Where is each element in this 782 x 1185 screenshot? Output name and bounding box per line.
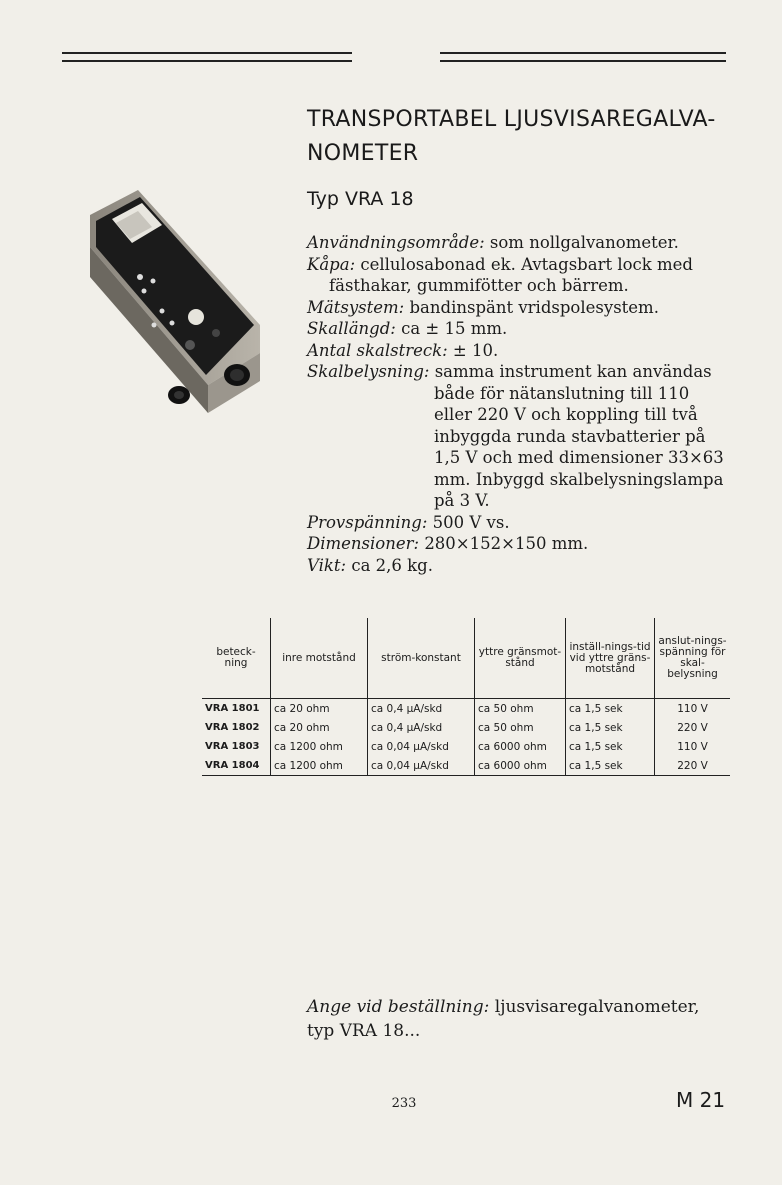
- spec-value: cellulosabonad ek. Avtagsbart lock med fästhakar, gummifötter och bärrem.: [329, 254, 693, 295]
- spec-vikt: [307, 555, 729, 577]
- order-label: Ange vid beställning:: [307, 997, 490, 1017]
- galvanometer-illustration: [78, 185, 268, 415]
- col-header-beteckning: beteck-ning: [202, 618, 271, 699]
- cell-yttre-gransmotstand: ca 6000 ohm: [475, 737, 566, 756]
- cell-yttre-gransmotstand: ca 50 ohm: [475, 699, 566, 719]
- spec-label: Användningsområde:: [307, 233, 485, 252]
- cell-installningstid: ca 1,5 sek: [566, 699, 655, 719]
- cell-beteckning: VRA 1802: [205, 722, 260, 733]
- spec-matsystem: [307, 297, 729, 319]
- spec-value: samma instrument kan användas både för nätanslutning till 110 eller 220 V och koppling till två inbyggda runda stavbatterier på 1,5 V och med dimensioner 33×63 mm. Inbyggd skalbelysningslampa på 3 V.: [434, 362, 724, 510]
- spec-skalbelysning: [307, 361, 729, 512]
- cell-stromkonstant: ca 0,4 µA/skd: [368, 699, 475, 719]
- cell-inre-motstand: ca 1200 ohm: [271, 756, 368, 776]
- spec-anvandningsomrade: [307, 232, 729, 254]
- cell-inre-motstand: ca 20 ohm: [271, 699, 368, 719]
- page-code: M 21: [676, 1088, 726, 1112]
- cell-inre-motstand: ca 1200 ohm: [271, 737, 368, 756]
- cell-anslutningsspanning: 220 V: [655, 718, 731, 737]
- spec-label: Vikt:: [307, 555, 347, 575]
- col-header-stromkonstant: ström-konstant: [368, 618, 475, 699]
- spec-dimensioner: [307, 533, 729, 555]
- spec-label: Antal skalstreck:: [307, 340, 448, 360]
- specifications: [307, 232, 729, 576]
- spec-antal-skalstreck: [307, 340, 729, 362]
- col-header-inre-motstand: inre motstånd: [271, 618, 368, 699]
- spec-value: ca ± 15 mm.: [401, 319, 508, 338]
- cell-anslutningsspanning: 110 V: [655, 699, 731, 719]
- cell-yttre-gransmotstand: ca 50 ohm: [475, 718, 566, 737]
- cell-installningstid: ca 1,5 sek: [566, 737, 655, 756]
- cell-stromkonstant: ca 0,04 µA/skd: [368, 756, 475, 776]
- table-row: [202, 699, 730, 719]
- spec-value: 500 V vs.: [432, 512, 510, 532]
- page-number: 233: [391, 1096, 417, 1111]
- cell-stromkonstant: ca 0,4 µA/skd: [368, 718, 475, 737]
- col-header-anslutningsspanning: anslut-nings-spänning för skal-belysning: [655, 618, 731, 699]
- spec-provspanning: [307, 512, 729, 534]
- spec-kapa: [307, 254, 729, 297]
- spec-label: Provspänning:: [307, 512, 428, 532]
- col-header-yttre-gransmotstand: yttre gränsmot-stånd: [475, 618, 566, 699]
- spec-value: ± 10.: [452, 340, 499, 360]
- spec-value: bandinspänt vridspolesystem.: [409, 297, 659, 317]
- cell-inre-motstand: ca 20 ohm: [271, 718, 368, 737]
- cell-yttre-gransmotstand: ca 6000 ohm: [475, 756, 566, 776]
- col-header-installningstid: inställ-nings-tid vid yttre gräns-motstånd: [566, 618, 655, 699]
- cell-anslutningsspanning: 220 V: [655, 756, 731, 776]
- page-title: TRANSPORTABEL LJUSVISAREGALVA-NOMETER: [307, 107, 716, 166]
- spec-label: Skalbelysning:: [307, 362, 430, 381]
- table-row: [202, 737, 730, 756]
- table-row: [202, 756, 730, 776]
- order-note: [307, 995, 732, 1043]
- cell-stromkonstant: ca 0,04 µA/skd: [368, 737, 475, 756]
- header-rule-right: [440, 52, 726, 62]
- model-table: [202, 618, 730, 776]
- spec-value: ca 2,6 kg.: [351, 555, 433, 575]
- spec-skallangd: [307, 318, 729, 340]
- type-designation: Typ VRA 18: [307, 188, 414, 210]
- spec-label: Kåpa:: [307, 254, 356, 274]
- cell-beteckning: VRA 1801: [205, 703, 260, 714]
- table-row: [202, 718, 730, 737]
- cell-installningstid: ca 1,5 sek: [566, 756, 655, 776]
- cell-installningstid: ca 1,5 sek: [566, 718, 655, 737]
- spec-value: som nollgalvanometer.: [489, 233, 679, 252]
- table-header-row: [202, 618, 730, 699]
- brand-logo: [364, 30, 436, 74]
- spec-label: Dimensioner:: [307, 534, 420, 553]
- spec-label: Mätsystem:: [307, 297, 405, 317]
- cell-beteckning: VRA 1804: [202, 756, 271, 776]
- order-text: ljusvisaregalvanometer, typ VRA 18...: [307, 997, 700, 1041]
- cell-anslutningsspanning: 110 V: [655, 737, 731, 756]
- header-rule-left: [62, 52, 352, 62]
- cell-beteckning: VRA 1803: [205, 741, 260, 752]
- spec-value: 280×152×150 mm.: [424, 534, 589, 553]
- spec-label: Skallängd:: [307, 319, 396, 338]
